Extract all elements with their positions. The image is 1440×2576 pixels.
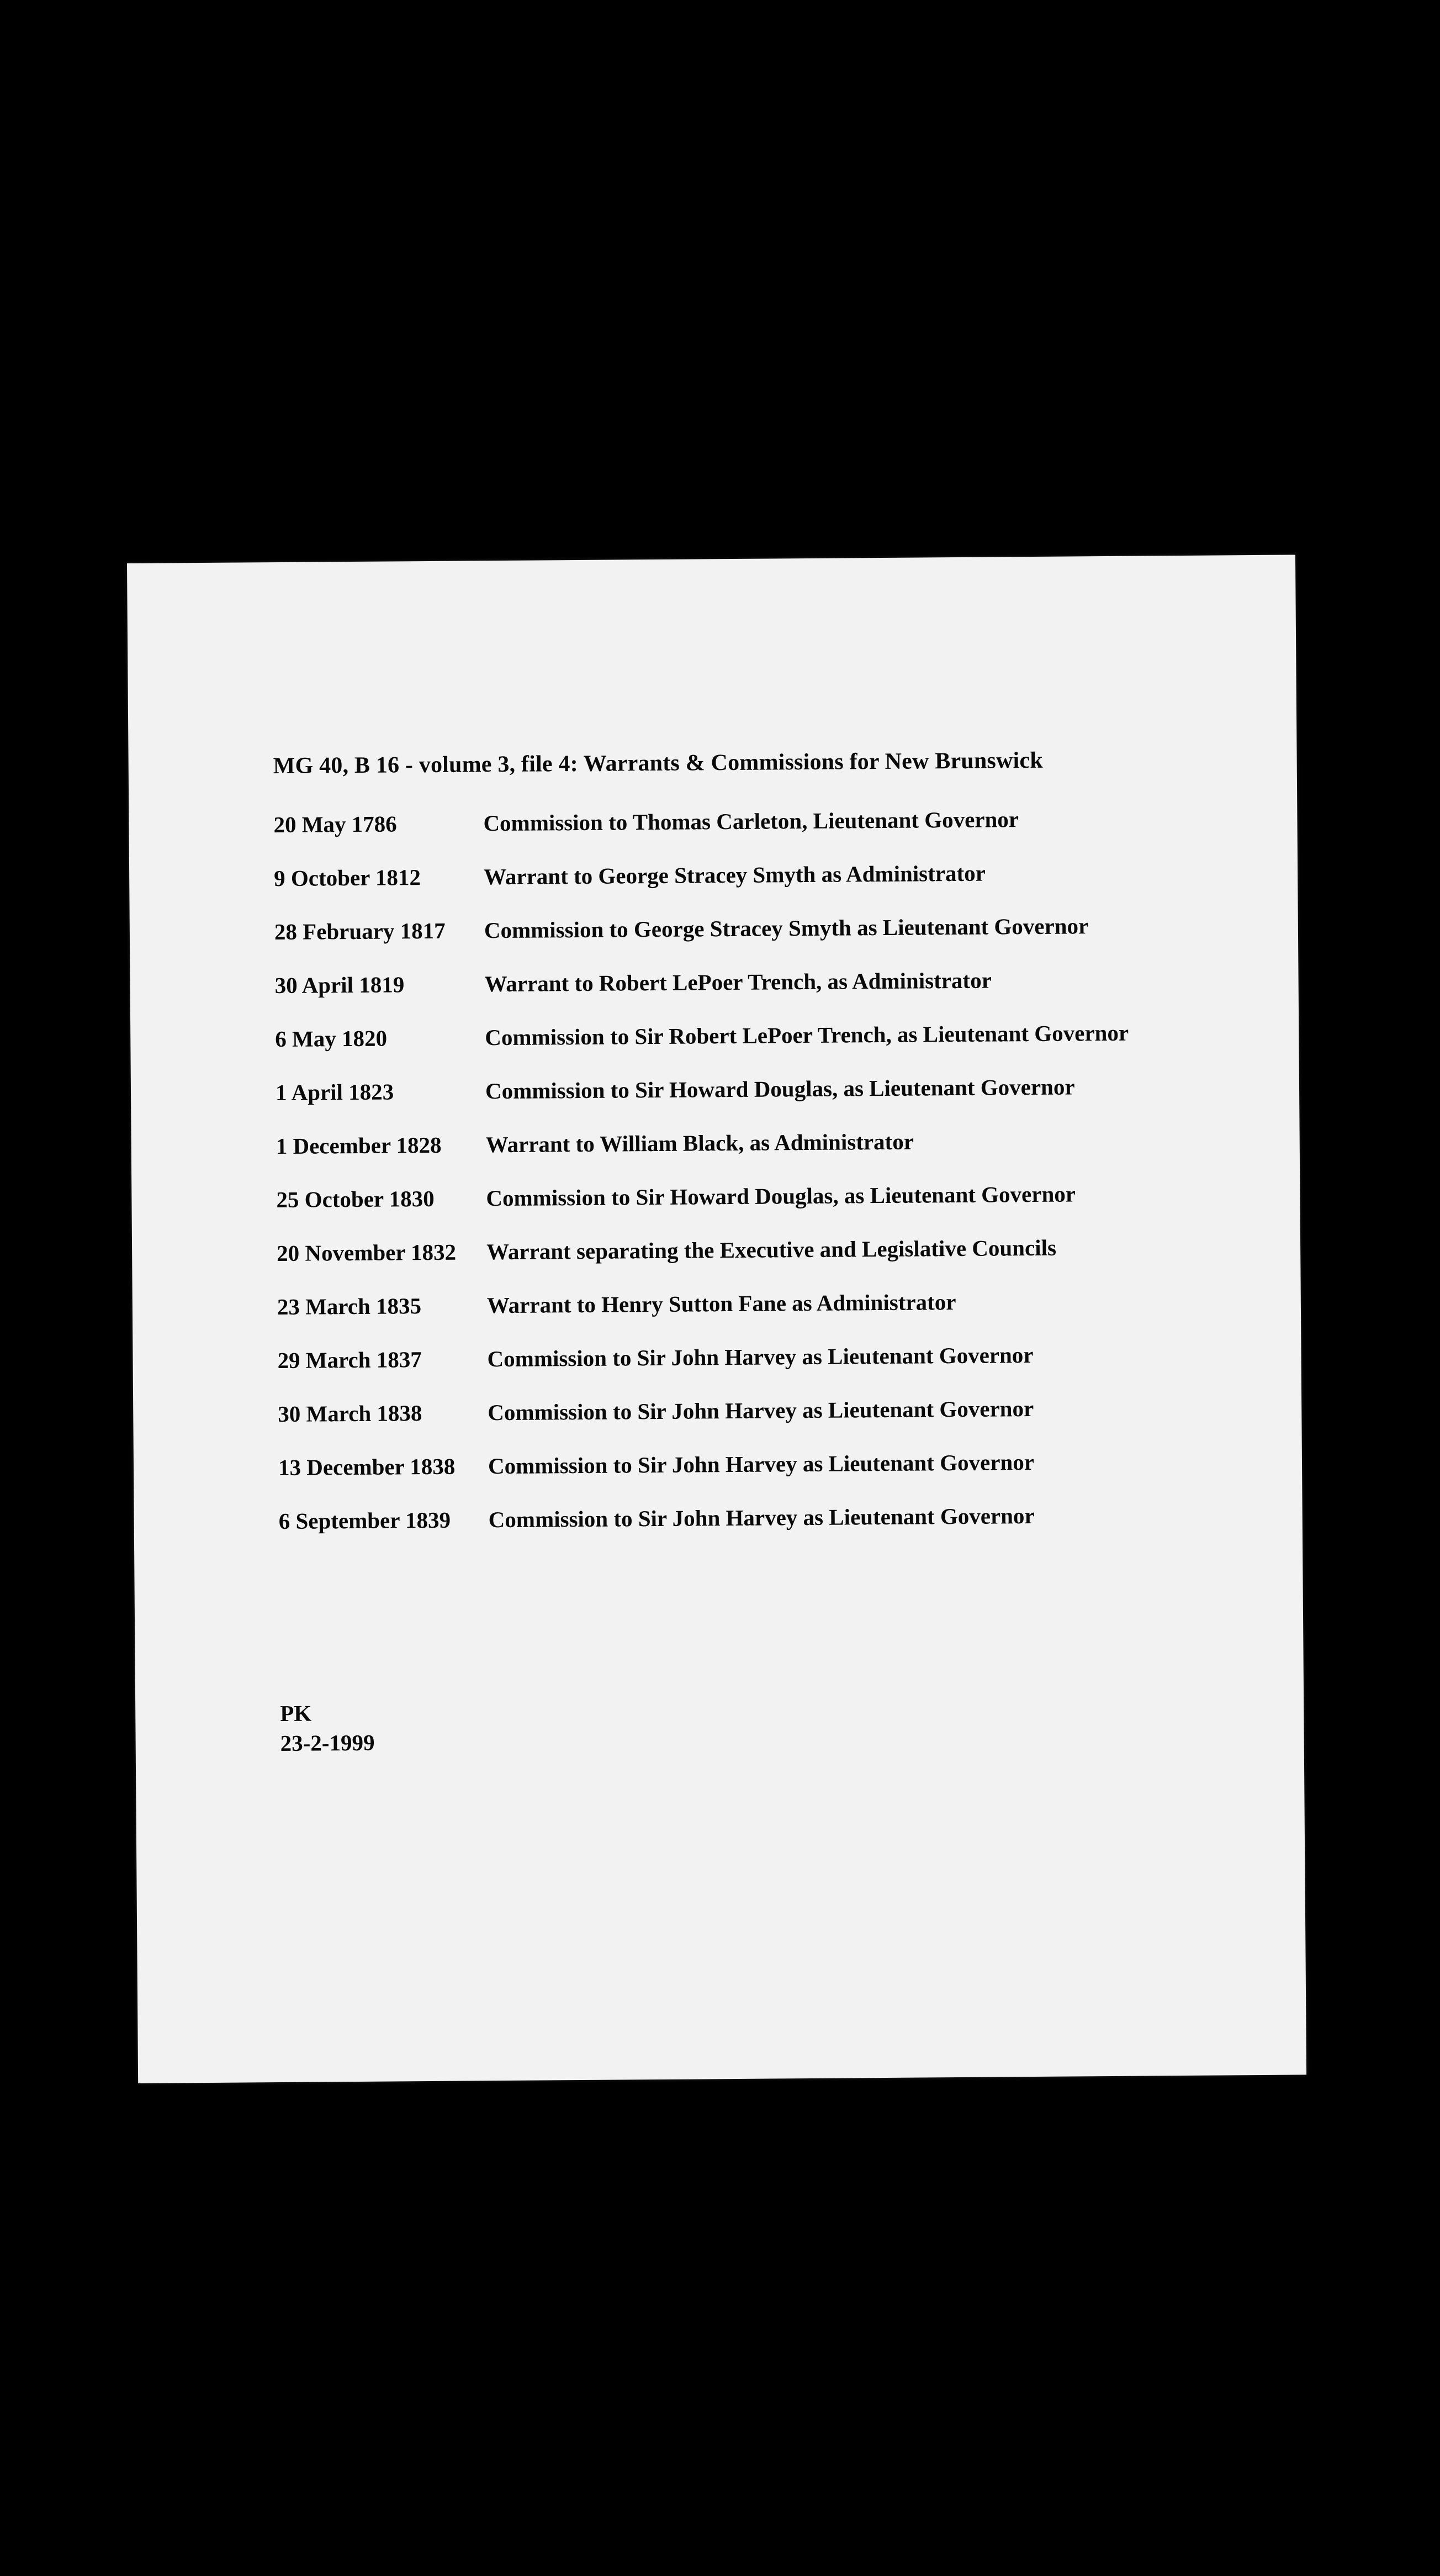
document-heading: MG 40, B 16 - volume 3, file 4: Warrants & Commissions for New Brunswick	[273, 747, 1043, 779]
list-item	[274, 965, 1214, 1026]
list-item	[273, 805, 1213, 865]
list-item	[276, 1073, 1215, 1133]
entry-date: 23 March 1835	[277, 1293, 422, 1320]
footer-initials: PK	[280, 1700, 312, 1727]
footer-date: 23-2-1999	[280, 1729, 375, 1756]
entry-description: Warrant separating the Executive and Legislative Councils	[486, 1234, 1057, 1265]
entry-description: Commission to George Stracey Smyth as Lieutenant Governor	[484, 913, 1089, 943]
list-item	[279, 1501, 1218, 1561]
list-item	[274, 912, 1214, 972]
list-item	[277, 1340, 1216, 1401]
entry-date: 1 April 1823	[275, 1079, 394, 1106]
entry-description: Warrant to Robert LePoer Trench, as Administrator	[484, 967, 992, 997]
entry-date: 13 December 1838	[278, 1453, 456, 1481]
list-item	[278, 1448, 1217, 1508]
entry-date: 30 April 1819	[274, 972, 405, 999]
list-item	[275, 1019, 1214, 1079]
list-item	[276, 1126, 1215, 1186]
document-content	[273, 746, 1218, 1756]
entry-date: 6 September 1839	[278, 1507, 451, 1534]
list-item	[277, 1233, 1216, 1294]
entry-date: 28 February 1817	[274, 917, 446, 945]
entry-description: Commission to Sir Howard Douglas, as Lieutenant Governor	[485, 1074, 1075, 1104]
entry-date: 6 May 1820	[275, 1025, 388, 1052]
list-item	[274, 858, 1213, 919]
entry-description: Commission to Sir John Harvey as Lieutenant Governor	[488, 1449, 1035, 1479]
entry-date: 20 May 1786	[273, 811, 397, 838]
entry-description: Commission to Sir John Harvey as Lieutenant Governor	[488, 1502, 1035, 1533]
entry-description: Commission to Sir John Harvey as Lieutenant Governor	[487, 1342, 1034, 1372]
entry-date: 1 December 1828	[276, 1132, 442, 1159]
entry-date: 20 November 1832	[276, 1239, 457, 1266]
entry-description: Warrant to Henry Sutton Fane as Administrator	[486, 1289, 956, 1318]
entry-description: Warrant to George Stracey Smyth as Administrator	[484, 860, 986, 890]
entry-date: 29 March 1837	[277, 1347, 422, 1374]
entry-description: Warrant to William Black, as Administrator	[485, 1128, 914, 1158]
list-item	[278, 1394, 1217, 1454]
entry-description: Commission to Sir Howard Douglas, as Lieutenant Governor	[486, 1181, 1076, 1211]
document-footer	[280, 1698, 375, 1758]
entry-description: Commission to Sir Robert LePoer Trench, as Lieutenant Governor	[485, 1020, 1129, 1051]
entry-date: 9 October 1812	[274, 864, 421, 891]
entry-list	[273, 805, 1217, 1561]
entry-date: 25 October 1830	[276, 1185, 435, 1213]
entry-description: Commission to Sir John Harvey as Lieutenant Governor	[488, 1396, 1034, 1426]
entry-description: Commission to Thomas Carleton, Lieutenant Governor	[483, 806, 1019, 836]
list-item	[277, 1287, 1216, 1347]
document-page	[127, 555, 1306, 2083]
list-item	[276, 1180, 1215, 1240]
entry-date: 30 March 1838	[278, 1400, 422, 1427]
